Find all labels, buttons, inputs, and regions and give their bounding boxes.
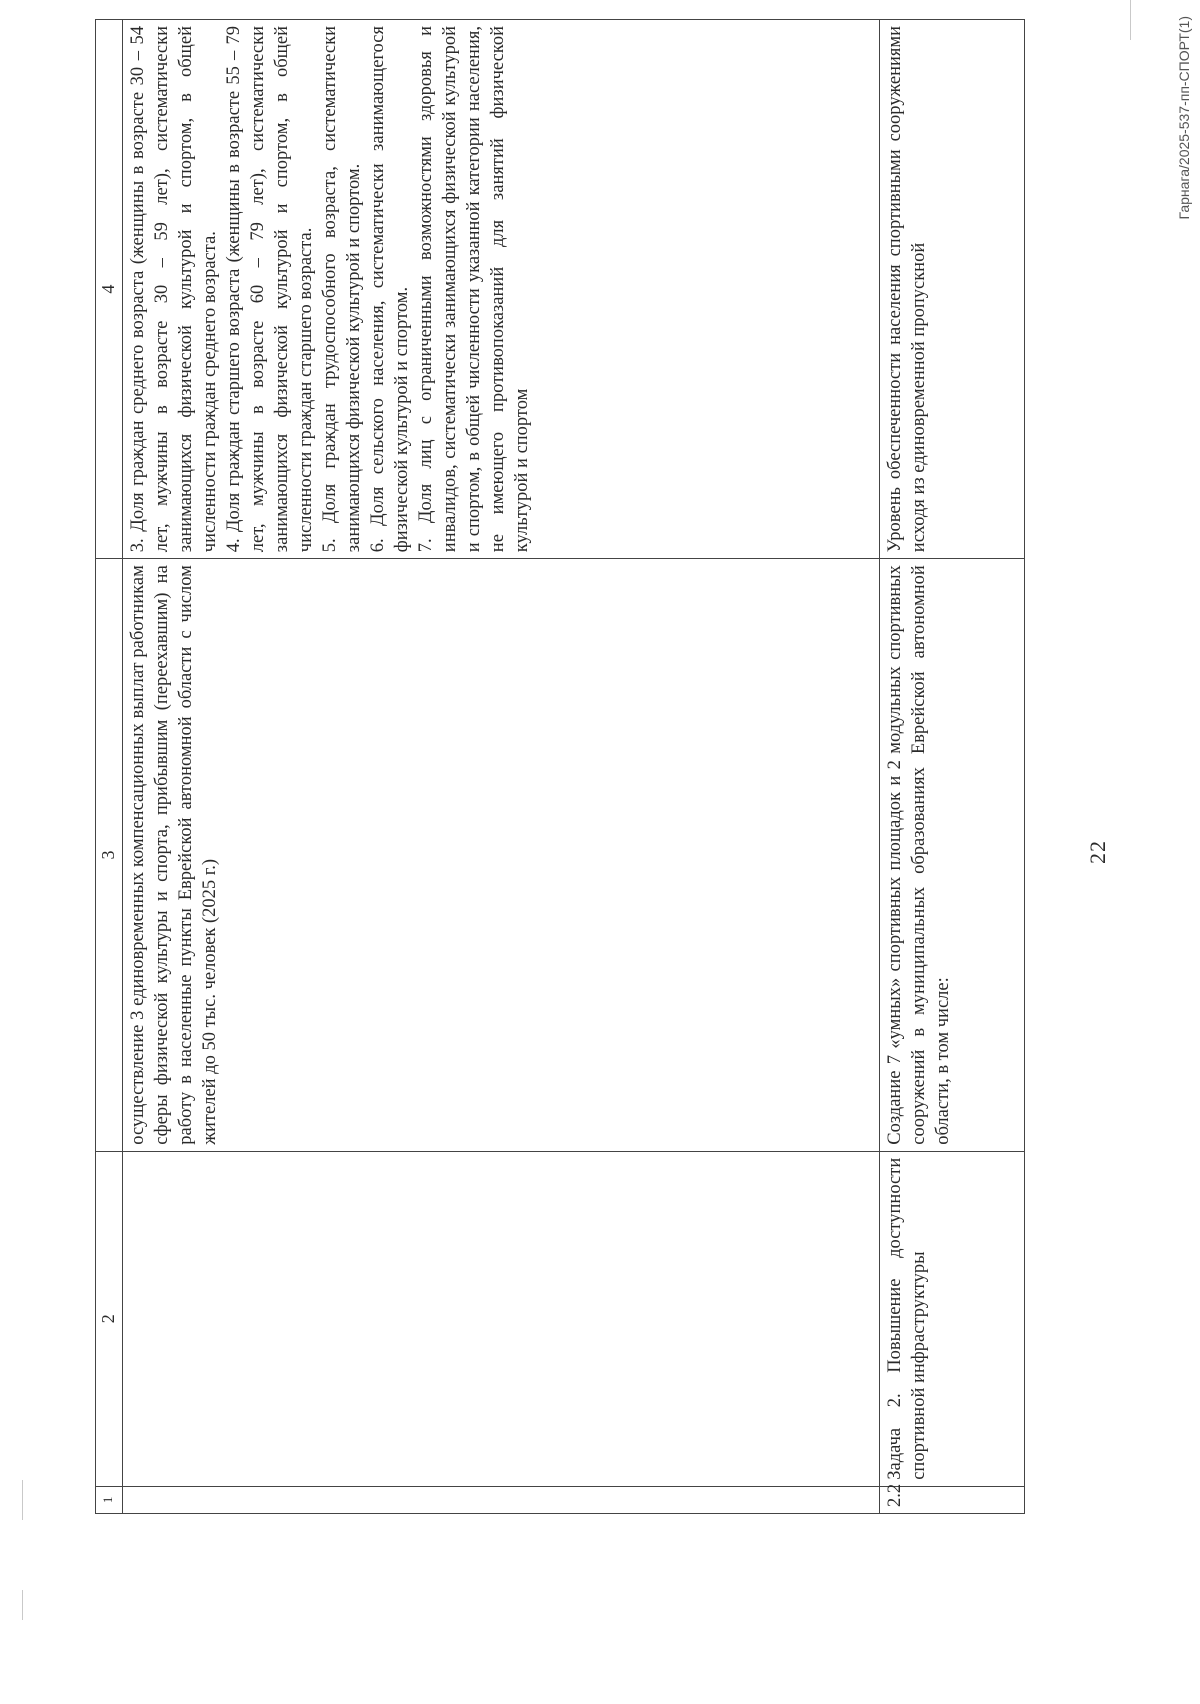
scan-artifact	[22, 1590, 23, 1620]
scan-artifact	[1130, 0, 1131, 40]
row-number-cell: 2.2	[880, 1486, 1025, 1513]
indicator-item: 7. Доля лиц с ограниченными возможностями здоровья и инвалидов, систематически занимающихся физической культурой и спортом, в общей численности указанной категории населения, не имеющего противопоказаний для занятий физической культурой и спортом	[416, 26, 532, 553]
activity-cell: осуществление 3 единовременных компенсационных выплат работникам сферы физической культуры и спорта, прибывшим (переехавшим) на работу в населенные пункты Еврейской автономной области с числом жителей до 50 тыс. человек (2025 г.)	[123, 559, 880, 1152]
header-cell-2: 2	[96, 1151, 123, 1486]
indicator-item: 6. Доля сельского населения, систематически занимающегося физической культурой и спортом.	[368, 26, 412, 553]
indicator-cell: Уровень обеспеченности населения спортивными сооружениями исходя из единовременной пропускной	[880, 20, 1025, 559]
document-id-footer: Гарнага/2025-537-пп-СПОРТ(1)	[1176, 16, 1192, 220]
indicator-item: 4. Доля граждан старшего возраста (женщины в возрасте 55 – 79 лет, мужчины в возрасте 60 – 79 лет), систематически занимающихся физической культурой и спортом, в общей численности граждан старшего возраста.	[224, 26, 316, 553]
header-cell-1: 1	[96, 1486, 123, 1513]
table-row	[880, 20, 1025, 1514]
table-row	[123, 20, 880, 1514]
task-cell	[123, 1151, 880, 1486]
table-header-row	[96, 20, 123, 1514]
header-cell-3: 3	[96, 559, 123, 1152]
program-table	[95, 19, 1025, 1514]
page-number: 22	[1085, 840, 1110, 864]
scan-artifact	[22, 1480, 23, 1520]
indicator-cell	[123, 20, 880, 559]
indicator-item: 5. Доля граждан трудоспособного возраста, систематически занимающихся физической культурой и спортом.	[320, 26, 364, 553]
row-number-cell	[123, 1486, 880, 1513]
header-cell-4: 4	[96, 20, 123, 559]
task-cell: Задача 2. Повышение доступности спортивной инфраструктуры	[880, 1151, 1025, 1486]
activity-cell: Создание 7 «умных» спортивных площадок и 2 модульных спортивных сооружений в муниципальных образованиях Еврейской автономной области, в том числе:	[880, 559, 1025, 1152]
indicator-item: 3. Доля граждан среднего возраста (женщины в возрасте 30 – 54 лет, мужчины в возрасте 30 – 59 лет), систематически занимающихся физической культурой и спортом, в общей численности граждан среднего возраста.	[128, 26, 220, 553]
